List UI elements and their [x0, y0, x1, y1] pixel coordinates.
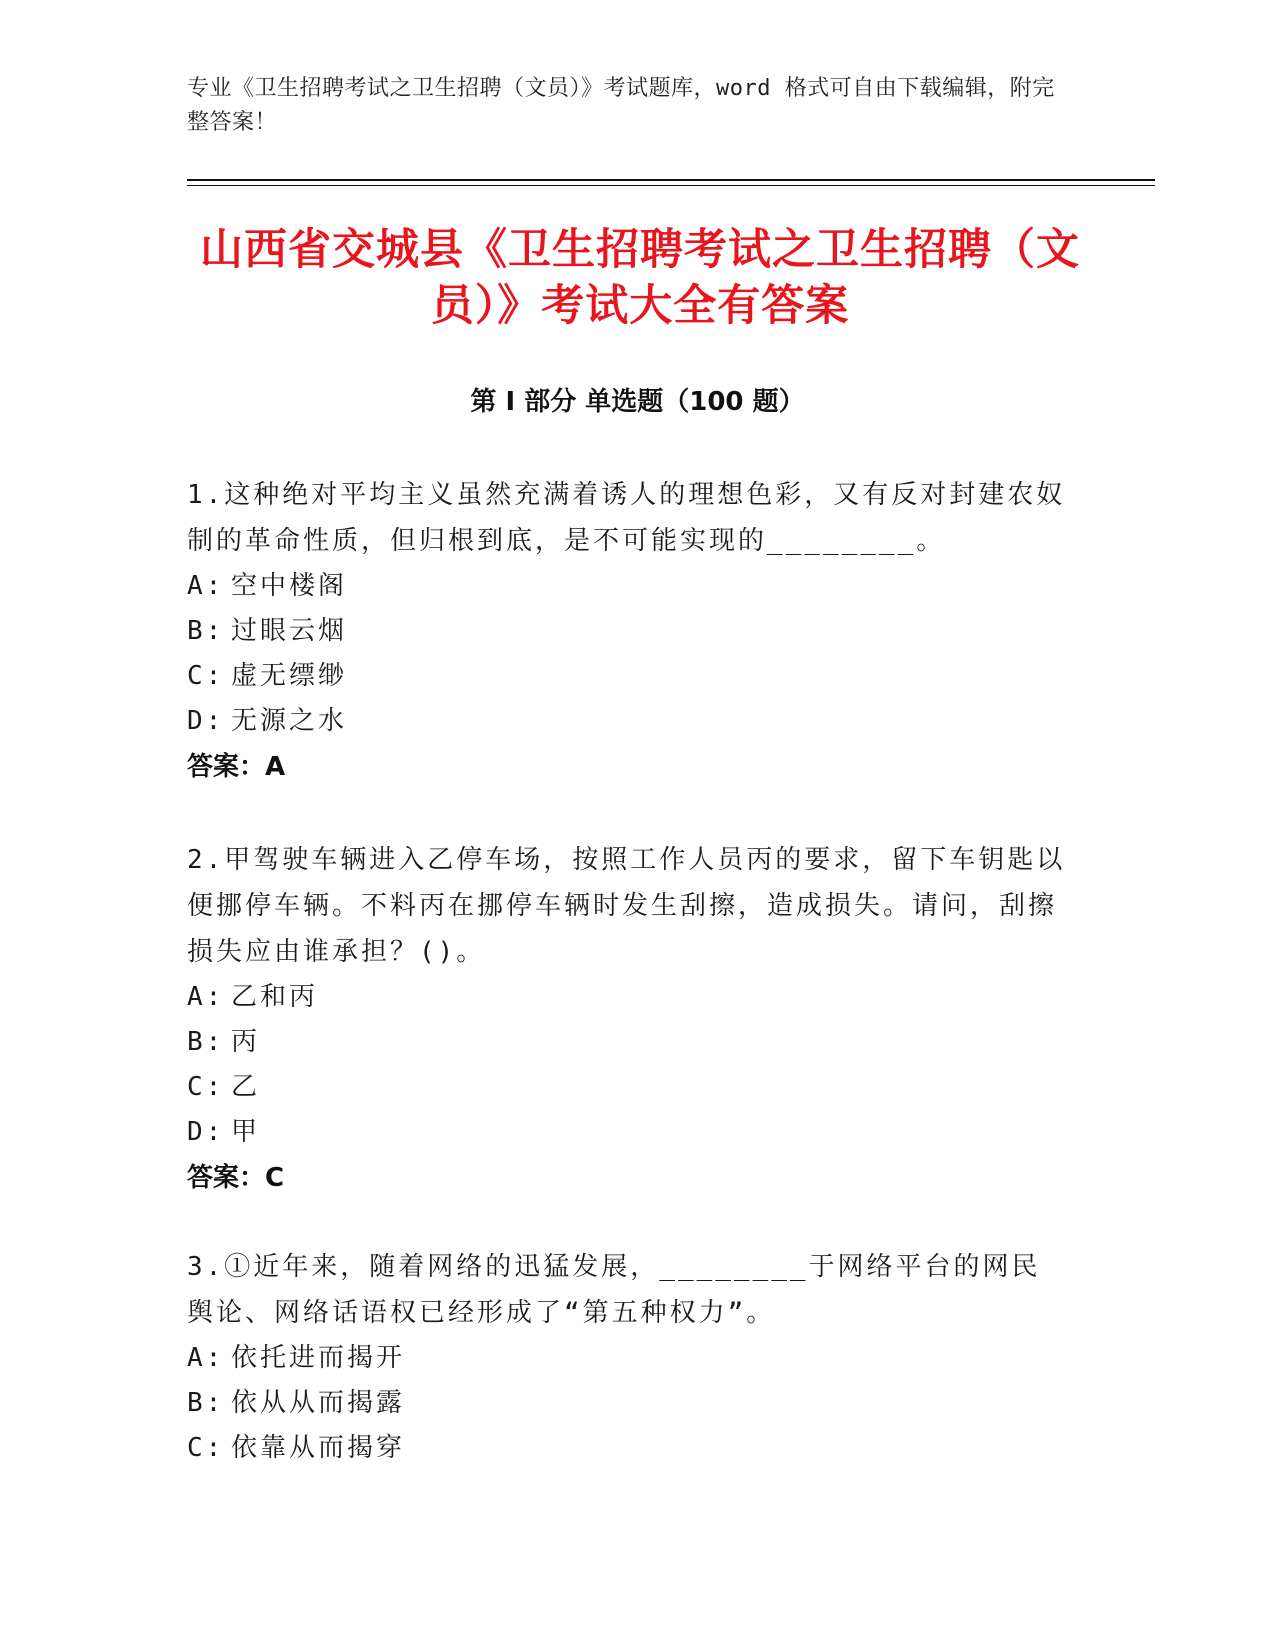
option-key: D:	[187, 706, 225, 736]
option-b	[187, 609, 1067, 654]
answer: 答案：C	[187, 1163, 285, 1193]
option-d	[187, 1110, 1067, 1155]
question-stem: 2.甲驾驶车辆进入乙停车场，按照工作人员丙的要求，留下车钥匙以便挪停车辆。不料丙在挪停车辆时发生刮擦，造成损失。请问，刮擦损失应由谁承担？()。	[187, 845, 1066, 967]
option-a	[187, 564, 1067, 609]
option-c	[187, 1426, 1067, 1471]
option-a	[187, 975, 1067, 1020]
option-key: B:	[187, 1027, 225, 1057]
option-key: A:	[187, 1343, 225, 1373]
option-key: C:	[187, 661, 225, 691]
option-text: 乙和丙	[231, 982, 319, 1012]
option-key: C:	[187, 1433, 225, 1463]
option-c	[187, 1065, 1067, 1110]
document-title: 山西省交城县《卫生招聘考试之卫生招聘（文员）》考试大全有答案	[200, 225, 1080, 331]
option-a	[187, 1336, 1067, 1381]
answer: 答案：A	[187, 752, 286, 782]
option-b	[187, 1020, 1067, 1065]
option-c	[187, 654, 1067, 699]
question-3	[187, 1244, 1067, 1471]
header-divider-thick	[187, 179, 1155, 181]
section-title: 第 I 部分 单选题（100 题）	[470, 387, 805, 417]
option-key: B:	[187, 616, 225, 646]
option-b	[187, 1381, 1067, 1426]
option-text: 虚无缥缈	[231, 661, 348, 691]
option-key: C:	[187, 1072, 225, 1102]
question-stem: 3.①近年来，随着网络的迅猛发展，________于网络平台的网民舆论、网络话语权已经形成了“第五种权力”。	[187, 1252, 1041, 1328]
option-text: 乙	[231, 1072, 261, 1102]
question-2	[187, 837, 1067, 1201]
option-text: 甲	[231, 1117, 261, 1147]
option-text: 依从从而揭露	[231, 1388, 406, 1418]
option-text: 无源之水	[231, 706, 348, 736]
option-text: 丙	[231, 1027, 261, 1057]
option-text: 过眼云烟	[231, 616, 348, 646]
question-1	[187, 472, 1067, 790]
header-note: 专业《卫生招聘考试之卫生招聘（文员）》考试题库，word 格式可自由下载编辑，附完整答案！	[187, 76, 1055, 135]
option-d	[187, 699, 1067, 744]
header-divider-thin	[187, 185, 1155, 186]
option-key: A:	[187, 571, 225, 601]
option-text: 空中楼阁	[231, 571, 348, 601]
option-text: 依靠从而揭穿	[231, 1433, 406, 1463]
option-text: 依托进而揭开	[231, 1343, 406, 1373]
option-key: A:	[187, 982, 225, 1012]
option-key: B:	[187, 1388, 225, 1418]
option-key: D:	[187, 1117, 225, 1147]
question-stem: 1.这种绝对平均主义虽然充满着诱人的理想色彩，又有反对封建农奴制的革命性质，但归根到底，是不可能实现的________。	[187, 480, 1066, 556]
